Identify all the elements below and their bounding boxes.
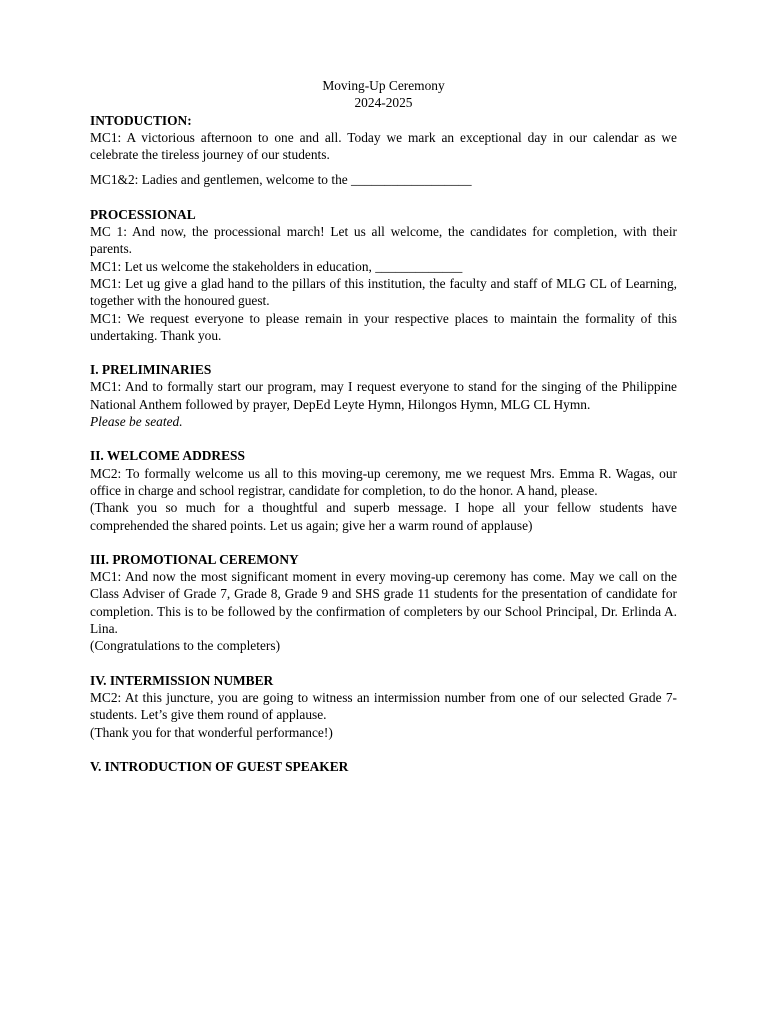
paragraph: MC1: And to formally start our program, may I request everyone to stand for the singing of the Philippine National Anthem followed by prayer, DepEd Leyte Hymn, Hilongos Hymn, MLG CL Hymn. xyxy=(90,379,677,412)
spacer xyxy=(90,163,677,171)
section-heading-processional: PROCESSIONAL xyxy=(90,206,196,222)
paragraph: MC1: We request everyone to please remain in your respective places to maintain the formality of this undertaking. Thank you. xyxy=(90,310,677,343)
paragraph: (Thank you so much for a thoughtful and superb message. I hope all your fellow students have comprehended the shared points. Let us again; give her a warm round of applause) xyxy=(90,500,677,533)
document-year: 2024-2025 xyxy=(354,95,413,111)
paragraph-instruction: Please be seated. xyxy=(90,414,183,430)
spacer xyxy=(90,430,677,447)
paragraph: MC1: And now the most significant moment in every moving-up ceremony has come. May we call on the Class Adviser of Grade 7, Grade 8, Grade 9 and SHS grade 11 students for the presentation of candidate for completion. This is to be followed by the confirmation of completers by our School Principal, Dr. Erlinda A. Lina. xyxy=(90,569,677,637)
paragraph: MC1: Let us welcome the stakeholders in education, _____________ xyxy=(90,258,463,274)
paragraph: MC1: Let ug give a glad hand to the pillars of this institution, the faculty and staff of MLG CL of Learning, together with the honoured guest. xyxy=(90,275,677,309)
document-page xyxy=(90,77,677,775)
paragraph: (Thank you for that wonderful performance!) xyxy=(90,724,333,740)
paragraph: MC2: To formally welcome us all to this moving-up ceremony, me we request Mrs. Emma R. Wagas, our office in charge and school registrar, candidate for completion, to do the honor. A hand, please. xyxy=(90,465,677,498)
spacer xyxy=(90,655,677,672)
section-heading-welcome-address: II. WELCOME ADDRESS xyxy=(90,448,245,464)
spacer xyxy=(90,344,677,361)
document-title: Moving-Up Ceremony xyxy=(322,78,445,93)
spacer xyxy=(90,741,677,758)
paragraph: MC1: A victorious afternoon to one and all. Today we mark an exceptional day in our calendar as we celebrate the tireless journey of our students. xyxy=(90,129,677,163)
paragraph: MC2: At this juncture, you are going to witness an intermission number from one of our selected Grade 7- students. Let’s give them round of applause. xyxy=(90,689,677,723)
section-heading-intermission: IV. INTERMISSION NUMBER xyxy=(90,672,274,688)
section-heading-guest-speaker: V. INTRODUCTION OF GUEST SPEAKER xyxy=(90,758,349,774)
section-heading-introduction: INTODUCTION: xyxy=(90,112,192,128)
spacer xyxy=(90,534,677,551)
paragraph: MC1&2: Ladies and gentlemen, welcome to the __________________ xyxy=(90,172,472,188)
section-heading-preliminaries: I. PRELIMINARIES xyxy=(90,362,212,378)
section-heading-promotional-ceremony: III. PROMOTIONAL CEREMONY xyxy=(90,551,299,567)
paragraph: (Congratulations to the completers) xyxy=(90,638,281,654)
spacer xyxy=(90,189,677,206)
paragraph: MC 1: And now, the processional march! Let us all welcome, the candidates for completion, with their parents. xyxy=(90,224,677,257)
